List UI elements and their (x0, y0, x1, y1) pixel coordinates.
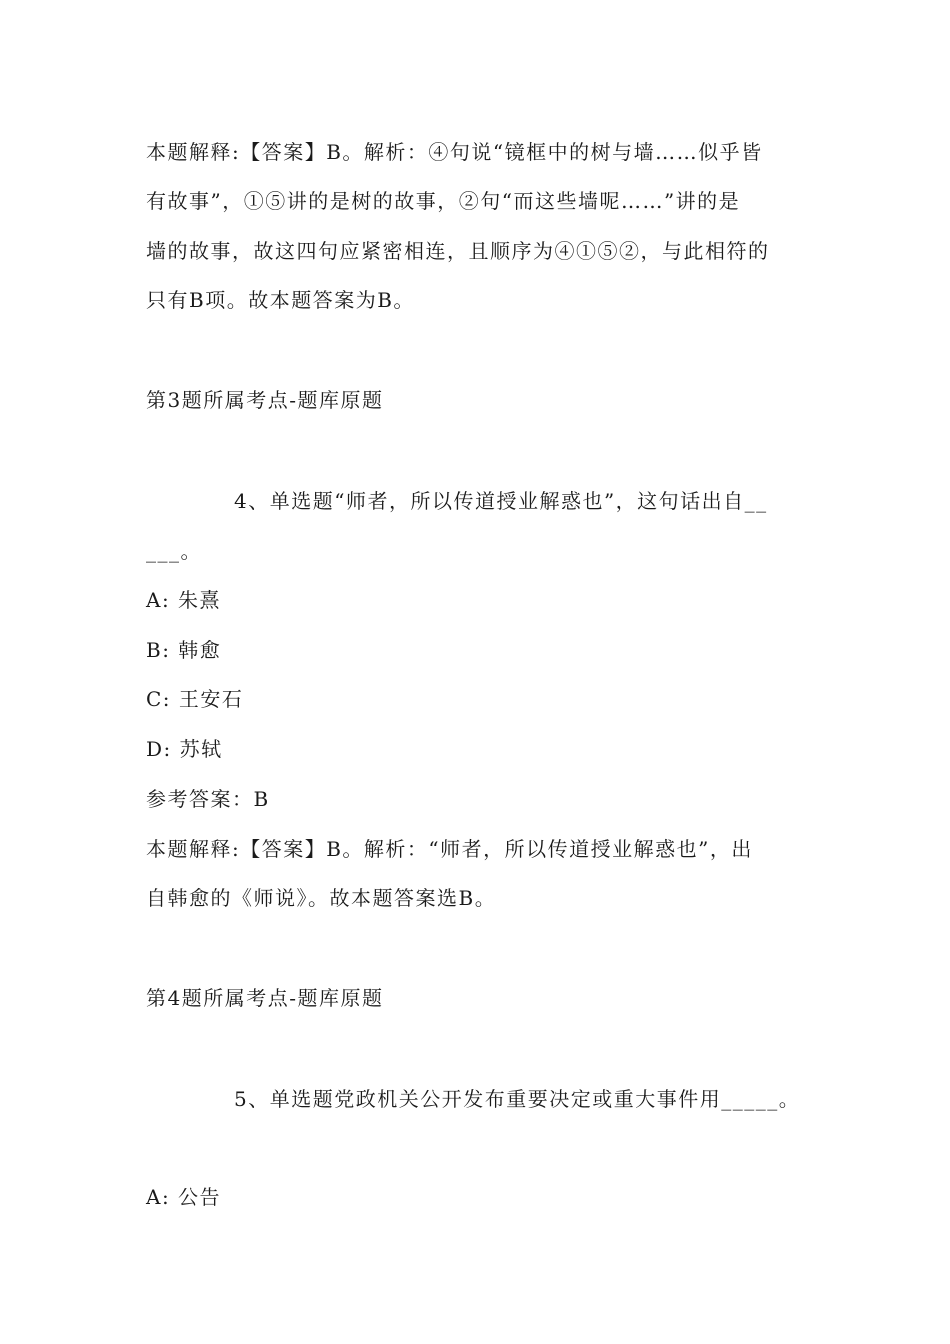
q5-option-a: A: 公告 (146, 1185, 222, 1209)
q3-explanation-line-2: 有故事”，①⑤讲的是树的故事，②句“而这些墙呢……”讲的是 (146, 189, 741, 213)
q4-explanation-line-2: 自韩愈的《师说》。故本题答案选B。 (146, 886, 497, 910)
q3-topic: 第3题所属考点-题库原题 (146, 388, 384, 412)
q4-question-line-1: 4、单选题“师者，所以传道授业解惑也”，这句话出自__ (234, 489, 768, 513)
q4-option-c: C: 王安石 (146, 687, 244, 711)
q3-explanation-line-3: 墙的故事，故这四句应紧密相连，且顺序为④①⑤②，与此相符的 (146, 239, 770, 263)
q5-question: 5、单选题党政机关公开发布重要决定或重大事件用_____。 (234, 1087, 801, 1111)
q4-topic: 第4题所属考点-题库原题 (146, 986, 384, 1010)
q4-question-line-2: ___。 (146, 539, 202, 563)
q3-explanation-line-4: 只有B项。故本题答案为B。 (146, 288, 415, 312)
q3-explanation-line-1: 本题解释:【答案】B。解析：④句说“镜框中的树与墙……似乎皆 (146, 140, 763, 164)
q4-explanation-line-1: 本题解释:【答案】B。解析：“师者，所以传道授业解惑也”，出 (146, 837, 753, 861)
q4-answer: 参考答案：B (146, 787, 270, 811)
q4-option-d: D: 苏轼 (146, 737, 223, 761)
q4-option-a: A: 朱熹 (146, 588, 222, 612)
q4-option-b: B: 韩愈 (146, 638, 222, 662)
